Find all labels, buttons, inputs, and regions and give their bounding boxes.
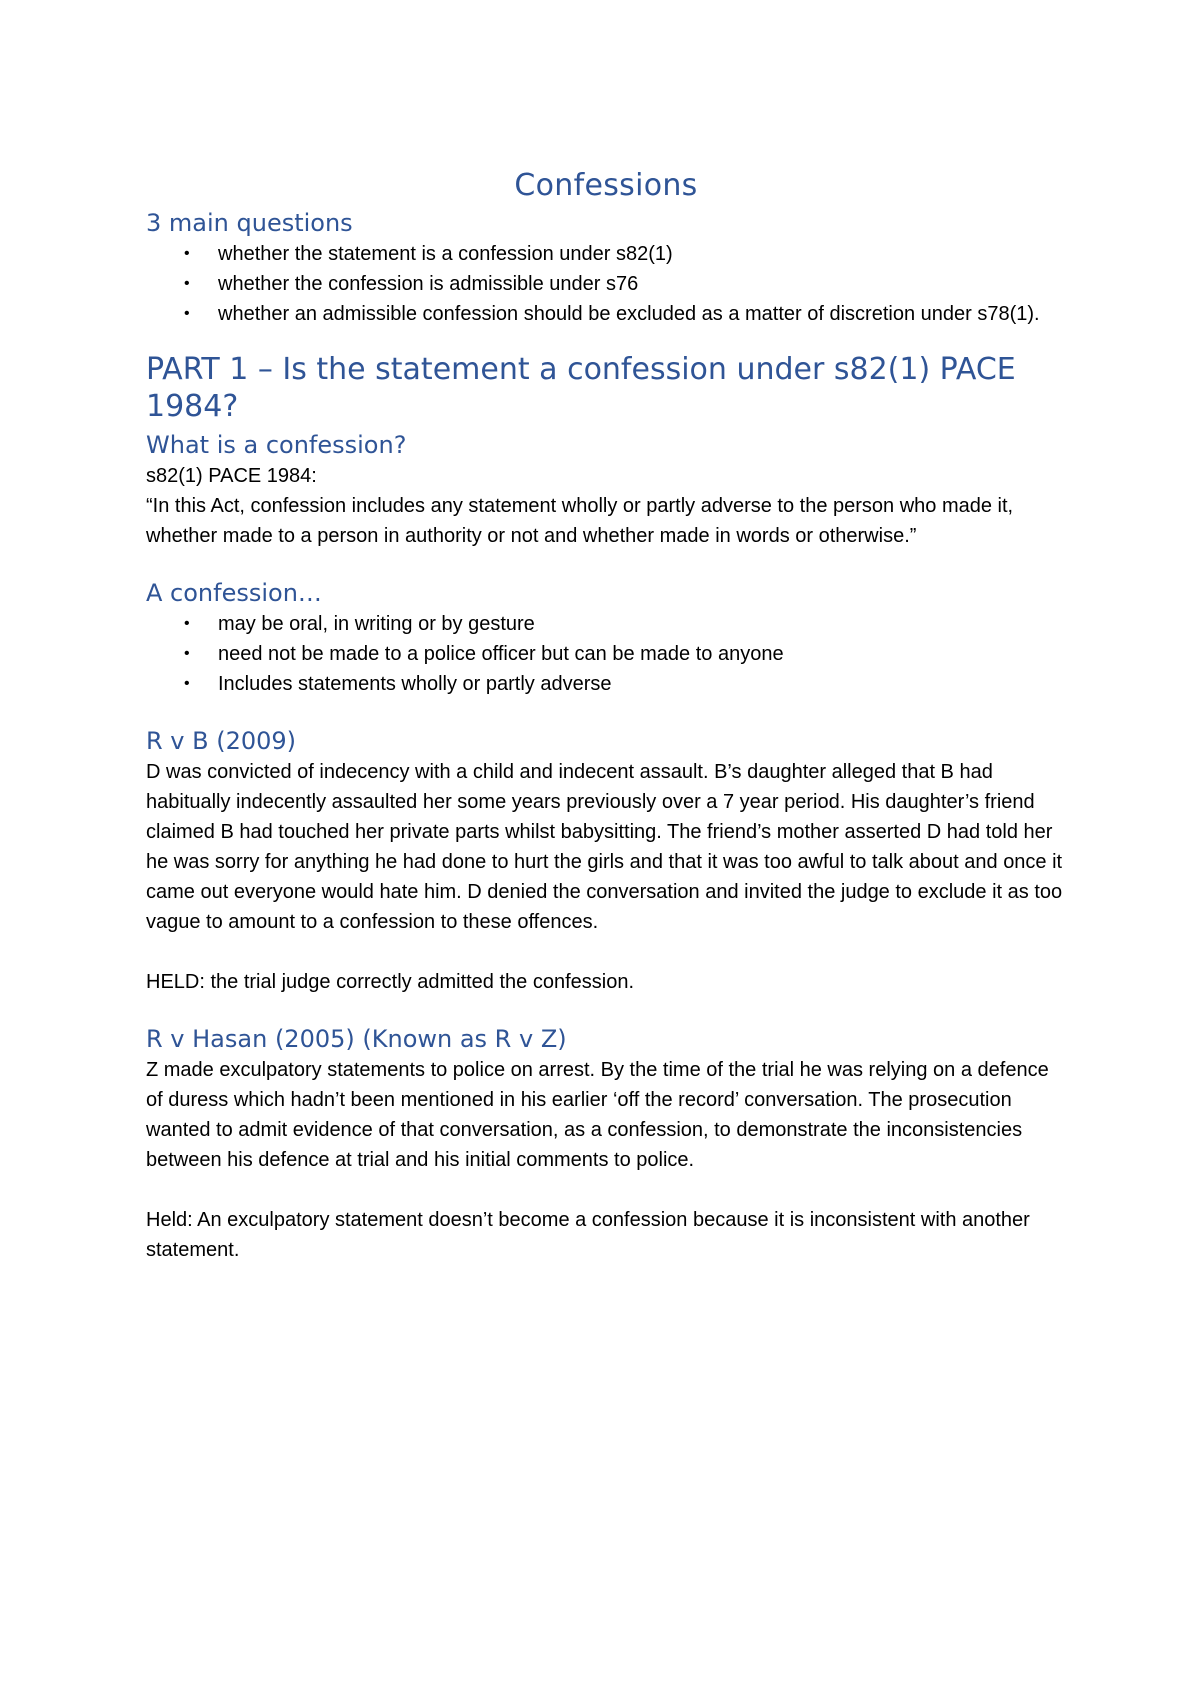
- bullet-icon: •: [184, 615, 190, 632]
- list-item-text: need not be made to a police officer but can be made to anyone: [218, 643, 784, 665]
- case1-held: HELD: the trial judge correctly admitted the confession.: [146, 971, 635, 993]
- case2-heading: R v Hasan (2005) (Known as R v Z): [146, 1025, 567, 1053]
- bullet-icon: •: [184, 245, 190, 262]
- document-content: [146, 168, 1066, 1265]
- case2-facts: Z made exculpatory statements to police on arrest. By the time of the trial he was relying on a defence of duress which hadn’t been mentioned in his earlier ‘off the record’ conversation. The prosecution wanted to admit evidence of that conversation, as a confession, to demonstrate the inconsistencies between his defence at trial and his initial comments to police.: [146, 1059, 1049, 1171]
- confession-bullet-list: [146, 609, 1066, 699]
- bullet-icon: •: [184, 645, 190, 662]
- statute-reference: s82(1) PACE 1984:: [146, 465, 317, 487]
- list-item: [184, 639, 1066, 669]
- statute-quote: “In this Act, confession includes any statement wholly or partly adverse to the person who made it, whether made to a person in authority or not and whether made in words or otherwise.”: [146, 495, 1014, 547]
- bullet-icon: •: [184, 275, 190, 292]
- what-is-confession-heading: What is a confession?: [146, 431, 407, 459]
- bullet-icon: •: [184, 305, 190, 322]
- paragraph-spacer: [146, 937, 1066, 967]
- bullet-icon: •: [184, 675, 190, 692]
- case1-facts: D was convicted of indecency with a child and indecent assault. B’s daughter alleged that B had habitually indecently assaulted her some years previously over a 7 year period. His daughter’s friend claimed B had touched her private parts whilst babysitting. The friend’s mother asserted D had told her he was sorry for anything he had done to hurt the girls and that it was too awful to talk about and once it came out everyone would hate him. D denied the conversation and invited the judge to exclude it as too vague to amount to a confession to these offences.: [146, 761, 1063, 933]
- list-item-text: whether an admissible confession should be excluded as a matter of discretion under s78(1).: [218, 303, 1040, 325]
- list-item-text: whether the confession is admissible under s76: [218, 273, 639, 295]
- list-item: [184, 609, 1066, 639]
- confession-heading: A confession…: [146, 579, 322, 607]
- document-title: Confessions: [514, 168, 698, 203]
- list-item-text: whether the statement is a confession under s82(1): [218, 243, 673, 265]
- list-item: [184, 299, 1066, 329]
- case1-heading: R v B (2009): [146, 727, 297, 755]
- intro-heading: 3 main questions: [146, 209, 353, 237]
- case2-held: Held: An exculpatory statement doesn’t become a confession because it is inconsistent with another statement.: [146, 1209, 1030, 1261]
- paragraph-spacer: [146, 1175, 1066, 1205]
- list-item: [184, 269, 1066, 299]
- list-item: [184, 239, 1066, 269]
- list-item-text: may be oral, in writing or by gesture: [218, 613, 535, 635]
- part1-heading: PART 1 – Is the statement a confession under s82(1) PACE 1984?: [146, 352, 1016, 424]
- list-item: [184, 669, 1066, 699]
- list-item-text: Includes statements wholly or partly adverse: [218, 673, 612, 695]
- intro-bullet-list: [146, 239, 1066, 329]
